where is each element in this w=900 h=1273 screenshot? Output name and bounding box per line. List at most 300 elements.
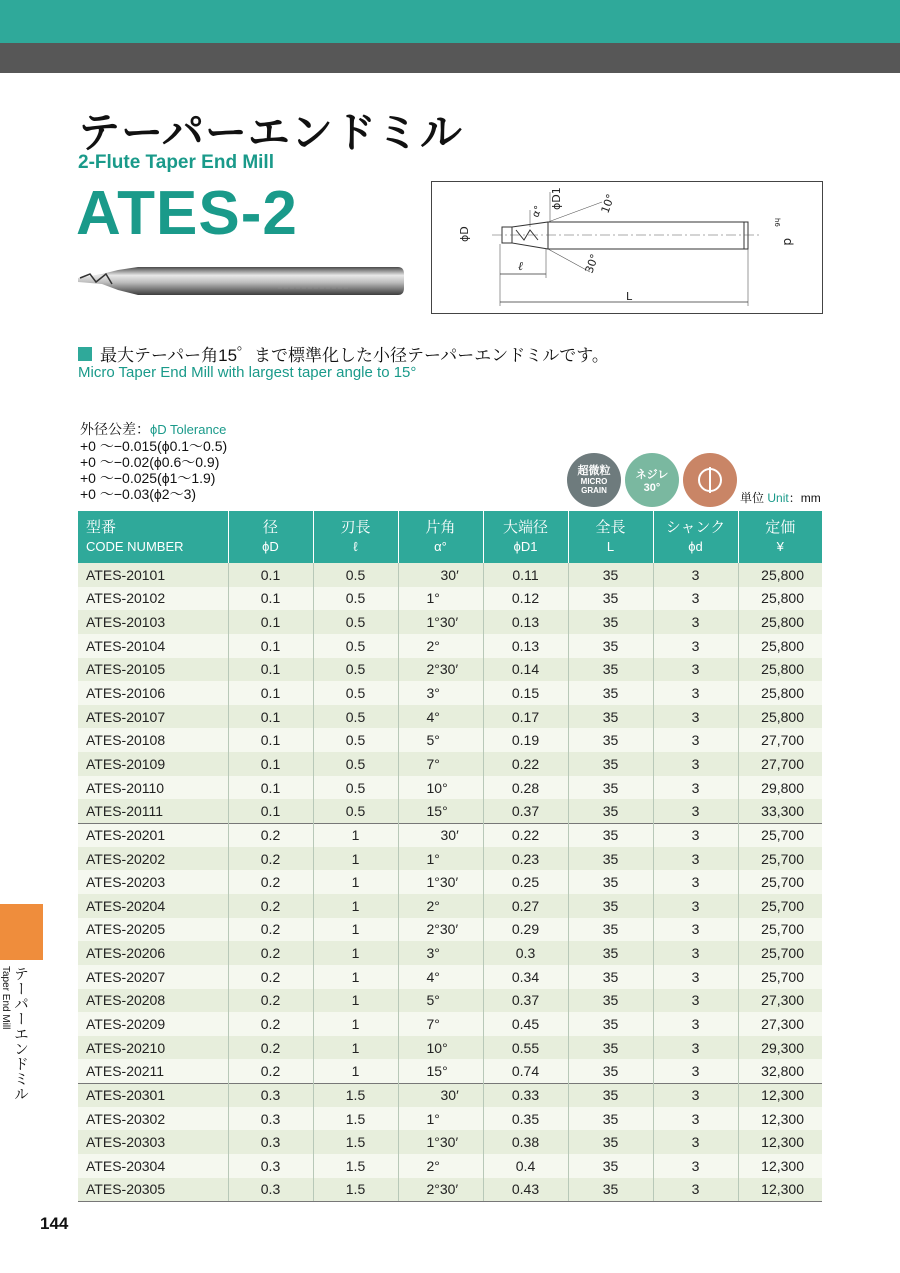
label-ell: ℓ	[518, 259, 523, 273]
cell-code: ATES-20109	[78, 752, 228, 776]
col-price	[738, 511, 822, 563]
cell-overall-length: 35	[568, 563, 653, 587]
cell-code: ATES-20102	[78, 587, 228, 611]
cell-taper-angle: 1°	[398, 1107, 483, 1131]
table-row	[78, 681, 822, 705]
table-row	[78, 728, 822, 752]
col-overall-length-jp: 全長	[595, 519, 626, 536]
cell-overall-length: 35	[568, 989, 653, 1013]
end-mill-photo	[78, 262, 404, 298]
cell-overall-length: 35	[568, 752, 653, 776]
cell-taper-angle: 1°30′	[398, 870, 483, 894]
cell-large-end-dia: 0.33	[483, 1083, 568, 1107]
page-number: 144	[40, 1214, 69, 1233]
cell-overall-length: 35	[568, 1083, 653, 1107]
cell-price: 12,300	[738, 1107, 822, 1131]
col-flute-length	[313, 511, 398, 563]
cell-code: ATES-20110	[78, 776, 228, 800]
cell-flute-length: 1	[313, 823, 398, 847]
description-jp	[78, 341, 609, 366]
side-index-tab[interactable]	[0, 904, 43, 960]
cell-large-end-dia: 0.12	[483, 587, 568, 611]
cell-flute-length: 0.5	[313, 681, 398, 705]
table-row	[78, 1083, 822, 1107]
table-row	[78, 918, 822, 942]
cell-taper-angle: 15°	[398, 799, 483, 823]
cell-price: 25,700	[738, 870, 822, 894]
cell-diameter: 0.1	[228, 610, 313, 634]
table-row	[78, 823, 822, 847]
cell-large-end-dia: 0.15	[483, 681, 568, 705]
col-diameter-sub: ϕD	[262, 539, 279, 554]
tolerance-label-jp: 外径公差：	[80, 421, 150, 437]
cell-price: 27,300	[738, 1012, 822, 1036]
cell-large-end-dia: 0.74	[483, 1059, 568, 1083]
tolerance-label-en: ϕD Tolerance	[150, 422, 227, 437]
page-title-jp: テーパーエンドミル	[78, 109, 463, 156]
cell-taper-angle: 10°	[398, 1036, 483, 1060]
col-price-jp: 定価	[765, 519, 796, 536]
cell-code: ATES-20111	[78, 799, 228, 823]
tolerance-line: +0 ～−0.02(ϕ0.6～0.9)	[80, 454, 220, 470]
unit-jp: 単位	[740, 491, 765, 505]
cell-overall-length: 35	[568, 728, 653, 752]
cell-code: ATES-20305	[78, 1178, 228, 1202]
cell-diameter: 0.2	[228, 941, 313, 965]
cell-price: 25,700	[738, 941, 822, 965]
cell-shank: 3	[653, 989, 738, 1013]
cell-price: 25,700	[738, 894, 822, 918]
cell-flute-length: 1	[313, 965, 398, 989]
cell-shank: 3	[653, 634, 738, 658]
cell-large-end-dia: 0.29	[483, 918, 568, 942]
cell-large-end-dia: 0.34	[483, 965, 568, 989]
cell-overall-length: 35	[568, 918, 653, 942]
cell-diameter: 0.1	[228, 776, 313, 800]
table-row	[78, 1130, 822, 1154]
cell-price: 12,300	[738, 1083, 822, 1107]
tolerance-label	[80, 421, 227, 438]
table-row	[78, 941, 822, 965]
cell-code: ATES-20211	[78, 1059, 228, 1083]
cell-flute-length: 1	[313, 847, 398, 871]
label-alpha: α°	[530, 204, 545, 220]
cell-code: ATES-20206	[78, 941, 228, 965]
tolerance-line: +0 ～−0.03(ϕ2～3)	[80, 486, 197, 502]
cell-taper-angle: 2°30′	[398, 918, 483, 942]
cell-shank: 3	[653, 610, 738, 634]
cell-taper-angle: 30′	[398, 563, 483, 587]
table-row	[78, 634, 822, 658]
cell-shank: 3	[653, 1107, 738, 1131]
unit-en: Unit	[767, 491, 789, 505]
spec-table-header	[78, 511, 822, 563]
cell-taper-angle: 3°	[398, 681, 483, 705]
cell-shank: 3	[653, 847, 738, 871]
cell-taper-angle: 1°	[398, 587, 483, 611]
label-30deg: 30°	[582, 252, 602, 276]
cell-shank: 3	[653, 918, 738, 942]
cell-diameter: 0.3	[228, 1178, 313, 1202]
cell-code: ATES-20303	[78, 1130, 228, 1154]
cell-flute-length: 1.5	[313, 1107, 398, 1131]
cell-flute-length: 0.5	[313, 658, 398, 682]
table-row	[78, 587, 822, 611]
cell-overall-length: 35	[568, 610, 653, 634]
cell-code: ATES-20204	[78, 894, 228, 918]
cell-diameter: 0.2	[228, 1059, 313, 1083]
cell-code: ATES-20105	[78, 658, 228, 682]
cell-large-end-dia: 0.35	[483, 1107, 568, 1131]
cell-large-end-dia: 0.4	[483, 1154, 568, 1178]
cell-large-end-dia: 0.22	[483, 823, 568, 847]
label-L: L	[626, 290, 633, 303]
unit-label	[740, 489, 821, 506]
cell-large-end-dia: 0.37	[483, 799, 568, 823]
header-band-teal	[0, 0, 900, 43]
technical-drawing	[431, 181, 823, 314]
cell-taper-angle: 15°	[398, 1059, 483, 1083]
cell-price: 12,300	[738, 1130, 822, 1154]
micro-grain-jp: 超微粒	[577, 464, 611, 477]
cell-diameter: 0.2	[228, 847, 313, 871]
unit-sep: ：	[788, 491, 801, 505]
cell-diameter: 0.2	[228, 989, 313, 1013]
cell-large-end-dia: 0.43	[483, 1178, 568, 1202]
cell-diameter: 0.2	[228, 965, 313, 989]
dimension-drawing	[432, 182, 822, 313]
tolerance-block	[80, 421, 227, 502]
cell-diameter: 0.3	[228, 1107, 313, 1131]
cell-taper-angle: 1°30′	[398, 1130, 483, 1154]
cell-shank: 3	[653, 752, 738, 776]
cell-taper-angle: 7°	[398, 752, 483, 776]
cell-overall-length: 35	[568, 681, 653, 705]
cell-shank: 3	[653, 1059, 738, 1083]
col-overall-length-sub: L	[606, 539, 615, 554]
micro-grain-en1: MICRO	[580, 476, 608, 486]
cell-diameter: 0.1	[228, 681, 313, 705]
cell-taper-angle: 4°	[398, 965, 483, 989]
cell-code: ATES-20108	[78, 728, 228, 752]
cell-diameter: 0.3	[228, 1154, 313, 1178]
col-large-end-dia	[483, 511, 568, 563]
label-d: d	[781, 238, 795, 246]
cell-shank: 3	[653, 563, 738, 587]
table-row	[78, 1107, 822, 1131]
table-row	[78, 776, 822, 800]
cell-large-end-dia: 0.17	[483, 705, 568, 729]
cell-shank: 3	[653, 1083, 738, 1107]
side-label-jp: テーパーエンドミル	[12, 966, 29, 1101]
col-flute-length-sub: ℓ	[353, 539, 358, 554]
col-price-sub: ¥	[776, 539, 784, 554]
table-row	[78, 870, 822, 894]
cell-shank: 3	[653, 965, 738, 989]
cell-price: 25,800	[738, 681, 822, 705]
cell-code: ATES-20210	[78, 1036, 228, 1060]
col-code-sub: CODE NUMBER	[86, 539, 184, 554]
cell-large-end-dia: 0.45	[483, 1012, 568, 1036]
cell-flute-length: 0.5	[313, 752, 398, 776]
cell-large-end-dia: 0.14	[483, 658, 568, 682]
cell-shank: 3	[653, 941, 738, 965]
cell-overall-length: 35	[568, 1130, 653, 1154]
cell-large-end-dia: 0.25	[483, 870, 568, 894]
col-shank-sub: ϕd	[688, 539, 703, 554]
cell-price: 27,700	[738, 728, 822, 752]
col-taper-angle	[398, 511, 483, 563]
cell-flute-length: 0.5	[313, 705, 398, 729]
cell-large-end-dia: 0.3	[483, 941, 568, 965]
cell-overall-length: 35	[568, 1154, 653, 1178]
cell-flute-length: 1	[313, 1012, 398, 1036]
cell-price: 29,800	[738, 776, 822, 800]
cell-overall-length: 35	[568, 870, 653, 894]
cell-shank: 3	[653, 1154, 738, 1178]
cell-flute-length: 1.5	[313, 1178, 398, 1202]
table-row	[78, 1059, 822, 1083]
cell-code: ATES-20203	[78, 870, 228, 894]
cell-large-end-dia: 0.27	[483, 894, 568, 918]
cell-large-end-dia: 0.38	[483, 1130, 568, 1154]
table-row	[78, 965, 822, 989]
header-band-gray	[0, 43, 900, 73]
spec-table-body	[78, 563, 822, 1201]
cell-taper-angle: 2°30′	[398, 658, 483, 682]
tolerance-line: +0 ～−0.015(ϕ0.1～0.5)	[80, 438, 228, 454]
table-row	[78, 658, 822, 682]
micro-grain-icon	[567, 453, 621, 507]
cell-taper-angle: 1°30′	[398, 610, 483, 634]
shank-symbol-icon	[695, 465, 725, 495]
cell-taper-angle: 30′	[398, 1083, 483, 1107]
cell-overall-length: 35	[568, 658, 653, 682]
cell-taper-angle: 30′	[398, 823, 483, 847]
cell-taper-angle: 2°	[398, 1154, 483, 1178]
table-row	[78, 563, 822, 587]
col-diameter	[228, 511, 313, 563]
cell-diameter: 0.1	[228, 799, 313, 823]
cell-large-end-dia: 0.19	[483, 728, 568, 752]
cell-flute-length: 1.5	[313, 1130, 398, 1154]
cell-code: ATES-20208	[78, 989, 228, 1013]
cell-diameter: 0.1	[228, 705, 313, 729]
cell-shank: 3	[653, 1178, 738, 1202]
cell-code: ATES-20202	[78, 847, 228, 871]
cell-shank: 3	[653, 728, 738, 752]
cell-flute-length: 1	[313, 1059, 398, 1083]
cell-large-end-dia: 0.37	[483, 989, 568, 1013]
cell-flute-length: 1.5	[313, 1154, 398, 1178]
feature-icons	[567, 453, 737, 507]
cell-diameter: 0.1	[228, 658, 313, 682]
spec-table	[78, 511, 822, 1202]
table-row	[78, 752, 822, 776]
cell-taper-angle: 2°30′	[398, 1178, 483, 1202]
cell-taper-angle: 2°	[398, 634, 483, 658]
bullet-square-icon	[78, 347, 92, 361]
cell-shank: 3	[653, 705, 738, 729]
label-phiD1: ϕD1	[550, 187, 563, 210]
col-shank-jp: シャンク	[665, 519, 726, 536]
cell-shank: 3	[653, 823, 738, 847]
cell-price: 32,800	[738, 1059, 822, 1083]
cell-price: 25,700	[738, 918, 822, 942]
col-overall-length	[568, 511, 653, 563]
col-code	[78, 511, 228, 563]
cell-taper-angle: 5°	[398, 728, 483, 752]
cell-shank: 3	[653, 870, 738, 894]
table-row	[78, 1178, 822, 1202]
cell-taper-angle: 4°	[398, 705, 483, 729]
cell-large-end-dia: 0.28	[483, 776, 568, 800]
helix-angle-value: 30°	[643, 482, 661, 494]
cell-price: 25,800	[738, 705, 822, 729]
micro-grain-en2: GRAIN	[581, 485, 607, 495]
cell-overall-length: 35	[568, 634, 653, 658]
h6-shank-icon	[683, 453, 737, 507]
cell-flute-length: 0.5	[313, 728, 398, 752]
cell-diameter: 0.2	[228, 918, 313, 942]
cell-code: ATES-20302	[78, 1107, 228, 1131]
cell-code: ATES-20103	[78, 610, 228, 634]
cell-shank: 3	[653, 1036, 738, 1060]
col-shank	[653, 511, 738, 563]
label-h6: h6	[773, 218, 781, 227]
cell-overall-length: 35	[568, 799, 653, 823]
cell-overall-length: 35	[568, 1012, 653, 1036]
cell-price: 25,800	[738, 658, 822, 682]
col-taper-angle-sub: α°	[434, 539, 447, 554]
cell-flute-length: 0.5	[313, 563, 398, 587]
cell-price: 27,700	[738, 752, 822, 776]
cell-overall-length: 35	[568, 1036, 653, 1060]
cell-large-end-dia: 0.11	[483, 563, 568, 587]
cell-taper-angle: 5°	[398, 989, 483, 1013]
col-code-jp: 型番	[86, 519, 117, 536]
cell-price: 25,800	[738, 587, 822, 611]
cell-overall-length: 35	[568, 847, 653, 871]
cell-overall-length: 35	[568, 1178, 653, 1202]
cell-diameter: 0.1	[228, 728, 313, 752]
cell-shank: 3	[653, 799, 738, 823]
cell-price: 25,700	[738, 965, 822, 989]
col-diameter-jp: 径	[262, 519, 278, 536]
cell-price: 25,700	[738, 847, 822, 871]
cell-flute-length: 1	[313, 989, 398, 1013]
col-large-end-dia-jp: 大端径	[502, 519, 548, 536]
table-row	[78, 610, 822, 634]
col-taper-angle-jp: 片角	[425, 519, 456, 536]
cell-shank: 3	[653, 587, 738, 611]
cell-diameter: 0.2	[228, 1012, 313, 1036]
cell-diameter: 0.1	[228, 634, 313, 658]
cell-large-end-dia: 0.22	[483, 752, 568, 776]
table-row	[78, 989, 822, 1013]
cell-diameter: 0.2	[228, 1036, 313, 1060]
cell-code: ATES-20104	[78, 634, 228, 658]
cell-taper-angle: 7°	[398, 1012, 483, 1036]
table-row	[78, 705, 822, 729]
cell-overall-length: 35	[568, 1059, 653, 1083]
cell-flute-length: 1	[313, 894, 398, 918]
description-en: Micro Taper End Mill with largest taper angle to 15°	[78, 364, 417, 381]
cell-code: ATES-20106	[78, 681, 228, 705]
label-10deg: 10°	[598, 192, 618, 216]
cell-overall-length: 35	[568, 965, 653, 989]
table-row	[78, 847, 822, 871]
cell-diameter: 0.2	[228, 870, 313, 894]
cell-code: ATES-20201	[78, 823, 228, 847]
table-row	[78, 799, 822, 823]
cell-overall-length: 35	[568, 823, 653, 847]
cell-price: 33,300	[738, 799, 822, 823]
cell-taper-angle: 1°	[398, 847, 483, 871]
cell-code: ATES-20304	[78, 1154, 228, 1178]
description-jp-text: 最大テーパー角15゜まで標準化した小径テーパーエンドミルです。	[100, 346, 609, 365]
cell-shank: 3	[653, 1012, 738, 1036]
cell-diameter: 0.2	[228, 894, 313, 918]
cell-flute-length: 1.5	[313, 1083, 398, 1107]
cell-overall-length: 35	[568, 894, 653, 918]
page-title-en: 2-Flute Taper End Mill	[78, 152, 274, 173]
cell-overall-length: 35	[568, 776, 653, 800]
helix-angle-jp: ネジレ	[635, 469, 669, 481]
label-phiD: ϕD	[458, 226, 471, 242]
cell-overall-length: 35	[568, 1107, 653, 1131]
cell-flute-length: 1	[313, 870, 398, 894]
cell-code: ATES-20209	[78, 1012, 228, 1036]
cell-code: ATES-20301	[78, 1083, 228, 1107]
cell-price: 12,300	[738, 1154, 822, 1178]
cell-overall-length: 35	[568, 941, 653, 965]
cell-large-end-dia: 0.23	[483, 847, 568, 871]
cell-diameter: 0.3	[228, 1130, 313, 1154]
cell-price: 27,300	[738, 989, 822, 1013]
cell-shank: 3	[653, 894, 738, 918]
cell-large-end-dia: 0.13	[483, 634, 568, 658]
table-row	[78, 1154, 822, 1178]
cell-diameter: 0.1	[228, 587, 313, 611]
unit-value: mm	[800, 491, 821, 505]
cell-shank: 3	[653, 681, 738, 705]
cell-overall-length: 35	[568, 587, 653, 611]
table-row	[78, 1036, 822, 1060]
cell-flute-length: 0.5	[313, 799, 398, 823]
cell-large-end-dia: 0.13	[483, 610, 568, 634]
cell-flute-length: 0.5	[313, 634, 398, 658]
col-flute-length-jp: 刃長	[340, 519, 371, 536]
side-label-en: Taper End Mill	[0, 966, 11, 1030]
cell-code: ATES-20101	[78, 563, 228, 587]
tolerance-line: +0 ～−0.025(ϕ1～1.9)	[80, 470, 216, 486]
cell-diameter: 0.1	[228, 563, 313, 587]
cell-shank: 3	[653, 658, 738, 682]
cell-diameter: 0.1	[228, 752, 313, 776]
cell-flute-length: 0.5	[313, 776, 398, 800]
cell-taper-angle: 10°	[398, 776, 483, 800]
helix-angle-icon	[625, 453, 679, 507]
col-large-end-dia-sub: ϕD1	[513, 539, 538, 554]
cell-price: 25,800	[738, 634, 822, 658]
cell-code: ATES-20207	[78, 965, 228, 989]
table-row	[78, 1012, 822, 1036]
cell-shank: 3	[653, 1130, 738, 1154]
cell-code: ATES-20107	[78, 705, 228, 729]
cell-price: 25,800	[738, 563, 822, 587]
cell-price: 25,800	[738, 610, 822, 634]
